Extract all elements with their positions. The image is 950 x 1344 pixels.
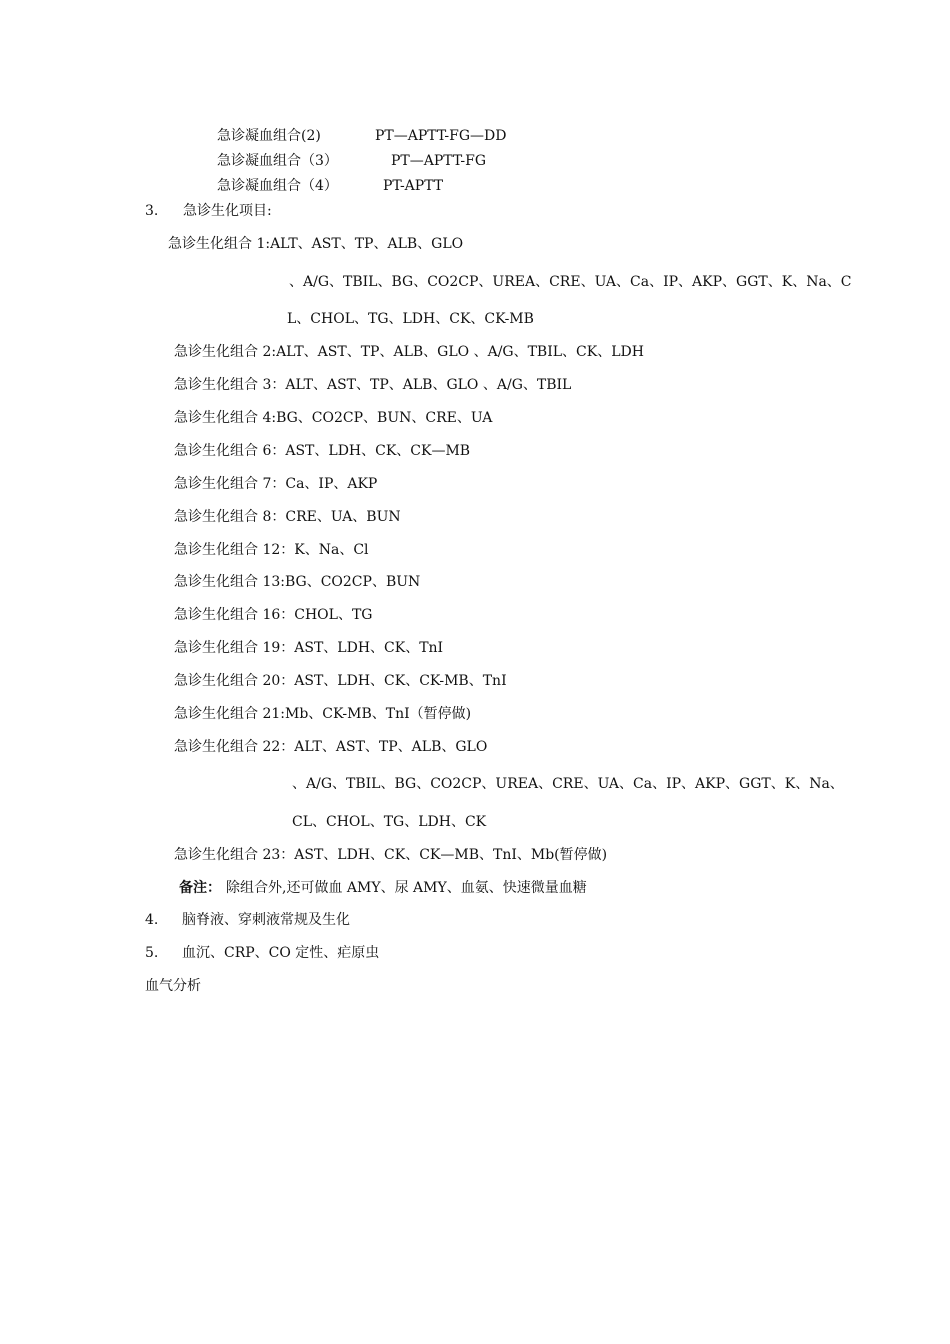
- coag-value-2: PT—APTT-FG—DD: [375, 128, 507, 144]
- note-text: 除组合外,还可做血 AMY、尿 AMY、血氨、快速微量血糖: [226, 880, 587, 896]
- section-5-title: 血沉、CRP、CO 定性、疟原虫: [182, 945, 380, 961]
- coag-value-3: PT—APTT-FG: [391, 153, 487, 169]
- section-3-title: 急诊生化项目:: [183, 203, 272, 219]
- biochem-group-20: 急诊生化组合 20：AST、LDH、CK、CK-MB、TnI: [174, 673, 507, 689]
- coag-name-2: 急诊凝血组合(2): [217, 128, 321, 144]
- biochem-group-21: 急诊生化组合 21:Mb、CK-MB、TnI（暂停做): [174, 706, 472, 722]
- biochem-group-22-line-3: CL、CHOL、TG、LDH、CK: [292, 814, 487, 830]
- biochem-group-4: 急诊生化组合 4:BG、CO2CP、BUN、CRE、UA: [174, 410, 493, 426]
- section-5-number: 5.: [145, 945, 159, 961]
- coag-name-3: 急诊凝血组合（3）: [217, 153, 338, 169]
- section-4-number: 4.: [145, 912, 159, 928]
- note-label: 备注：: [179, 880, 221, 896]
- biochem-group-13: 急诊生化组合 13:BG、CO2CP、BUN: [174, 574, 421, 590]
- biochem-group-7: 急诊生化组合 7：Ca、IP、AKP: [174, 476, 378, 492]
- biochem-group-22-line-2: 、A/G、TBIL、BG、CO2CP、UREA、CRE、UA、Ca、IP、AKP、GGT、K、Na、: [292, 776, 844, 792]
- biochem-group-2: 急诊生化组合 2:ALT、AST、TP、ALB、GLO 、A/G、TBIL、CK、LDH: [174, 344, 644, 360]
- section-3-number: 3.: [145, 203, 159, 219]
- biochem-group-22-line-1: 急诊生化组合 22：ALT、AST、TP、ALB、GLO: [174, 739, 488, 755]
- biochem-group-8: 急诊生化组合 8：CRE、UA、BUN: [174, 509, 401, 525]
- biochem-group-19: 急诊生化组合 19：AST、LDH、CK、TnI: [174, 640, 444, 656]
- biochem-group-16: 急诊生化组合 16：CHOL、TG: [174, 607, 373, 623]
- biochem-group-1-line-2: 、A/G、TBIL、BG、CO2CP、UREA、CRE、UA、Ca、IP、AKP、GGT、K、Na、C: [289, 274, 852, 290]
- biochem-group-12: 急诊生化组合 12：K、Na、Cl: [174, 542, 369, 558]
- biochem-group-1-line-3: L、CHOL、TG、LDH、CK、CK-MB: [287, 311, 534, 327]
- coag-name-4: 急诊凝血组合（4）: [217, 178, 338, 194]
- coag-value-4: PT-APTT: [383, 178, 444, 194]
- blood-gas-analysis: 血气分析: [145, 978, 201, 994]
- biochem-group-6: 急诊生化组合 6：AST、LDH、CK、CK—MB: [174, 443, 471, 459]
- biochem-group-1-line-1: 急诊生化组合 1:ALT、AST、TP、ALB、GLO: [168, 236, 464, 252]
- biochem-group-3: 急诊生化组合 3：ALT、AST、TP、ALB、GLO 、A/G、TBIL: [174, 377, 572, 393]
- biochem-group-23: 急诊生化组合 23：AST、LDH、CK、CK—MB、TnI、Mb(暂停做): [174, 847, 608, 863]
- section-4-title: 脑脊液、穿刺液常规及生化: [182, 912, 350, 928]
